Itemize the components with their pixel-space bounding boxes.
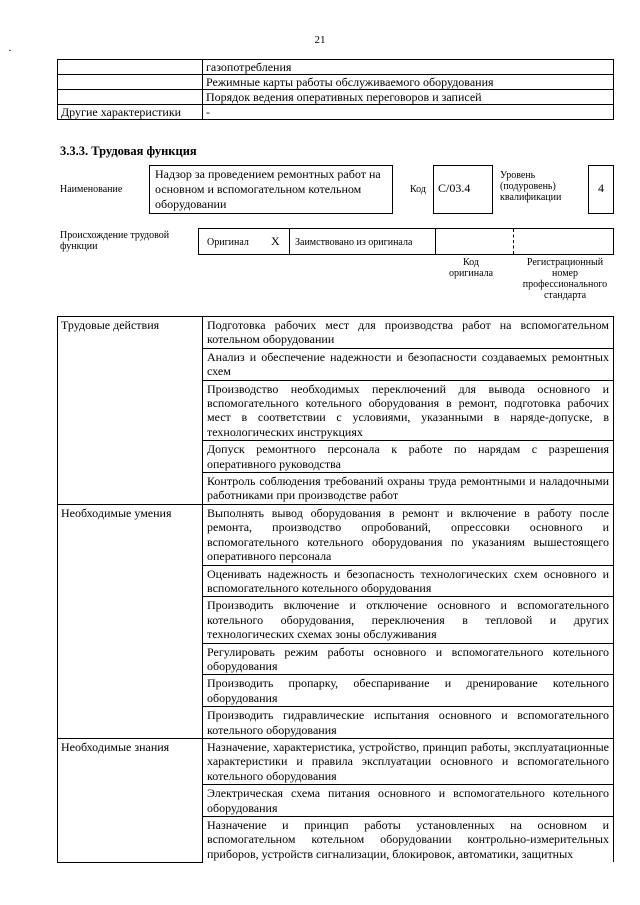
table-row (58, 105, 614, 120)
list-item: Производство необходимых переключений для вывода основного и вспомогательного котельного оборудования в ремонт, подготовка рабочих мест в соответствии с условиями, указанными в наряде-допуске, в технологических инструкциях (207, 381, 609, 439)
list-item: Назначение и принцип работы установленных на основном и вспомогательном котельном оборудовании контрольно-измерительных приборов, устройств сигнализации, блокировок, автоматики, защитных (207, 818, 609, 861)
origin-divider (435, 229, 436, 254)
top-row-value: Режимные карты работы обслуживаемого оборудования (203, 75, 614, 90)
reg-number-label: Регистрационный номер профессионального стандарта (522, 257, 608, 301)
page-number: 21 (314, 34, 326, 46)
group-label-actions: Трудовые действия (58, 317, 203, 505)
top-row-label: Другие характеристики (58, 105, 203, 120)
level-label: Уровень (подуровень) квалификации (500, 170, 562, 203)
list-item: Назначение, характеристика, устройство, принцип работы, эксплуатационные характеристики и правила эксплуатации основного и вспомогательного котельного оборудования (207, 739, 609, 783)
list-item: Регулировать режим работы основного и вспомогательного котельного оборудования (207, 644, 609, 673)
code-box: С/03.4 (433, 165, 493, 214)
name-label: Наименование (60, 184, 123, 195)
borrowed-label: Заимствовано из оригинала (295, 237, 413, 248)
table-row (58, 504, 614, 565)
list-item: Контроль соблюдения требований охраны труда ремонтными и наладочными работниками при производстве работ (207, 474, 609, 503)
level-box: 4 (588, 165, 614, 214)
top-row-value: газопотребления (203, 60, 614, 75)
function-name-box: Надзор за проведением ремонтных работ на основном и вспомогательном котельном оборудовании (149, 165, 393, 214)
section-title: 3.3.3. Трудовая функция (60, 144, 197, 158)
margin-dot: · (8, 43, 12, 57)
top-row-value: Порядок ведения оперативных переговоров и записей (203, 90, 614, 105)
table-row (58, 90, 614, 105)
list-item: Производить включение и отключение основного и вспомогательного котельного оборудования, переключения в тепловой и других технологических схемах зоны обслуживания (207, 598, 609, 642)
list-item: Анализ и обеспечение надежности и безопасности создаваемых ремонтных схем (207, 349, 609, 379)
origin-label: Происхождение трудовой функции (60, 230, 170, 252)
top-row-label (58, 60, 203, 75)
origin-row (198, 228, 614, 255)
table-row (58, 738, 614, 784)
top-row-value: - (203, 105, 614, 120)
code-label: Код (410, 184, 426, 195)
list-item: Оценивать надежность и безопасность технологических схем основного и вспомогательного котельного оборудования (207, 566, 609, 595)
table-row (58, 60, 614, 75)
top-continuation-table (57, 59, 614, 120)
original-label: Оригинал (207, 237, 249, 248)
table-row (58, 75, 614, 90)
list-item: Выполнять вывод оборудования в ремонт и включение в работу после ремонта, производство опробований, опрессовки основного и вспомогательного котельного оборудования по указаниям вышестоящего оперативного персонала (207, 505, 609, 564)
list-item: Производить гидравлические испытания основного и вспомогательного котельного оборудования (207, 708, 609, 737)
group-label-knowledge: Необходимые знания (58, 738, 203, 862)
origin-divider (289, 229, 290, 254)
list-item: Подготовка рабочих мест для производства работ на вспомогательном котельном оборудовании (207, 318, 609, 347)
list-item: Производить пропарку, обеспаривание и дренирование котельного оборудования (207, 676, 609, 705)
top-row-label (58, 90, 203, 105)
code-original-label: Код оригинала (448, 257, 494, 279)
list-item: Электрическая схема питания основного и вспомогательного котельного оборудования (207, 786, 609, 815)
labor-function-table (57, 316, 614, 863)
group-label-skills: Необходимые умения (58, 504, 203, 738)
top-row-label (58, 75, 203, 90)
table-row (58, 317, 614, 349)
origin-divider (513, 229, 514, 254)
list-item: Допуск ремонтного персонала к работе по нарядам с разрешения оперативного руководства (207, 442, 609, 471)
original-mark: X (271, 234, 280, 248)
